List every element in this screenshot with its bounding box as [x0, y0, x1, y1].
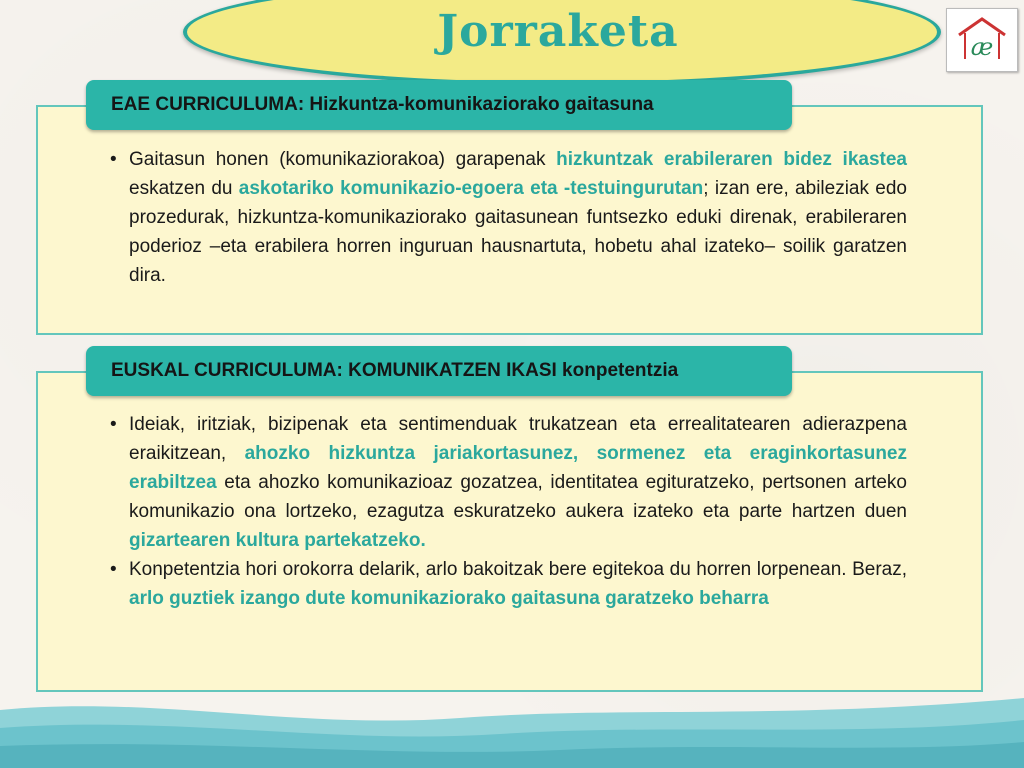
text-run: eskatzen du: [129, 178, 239, 199]
section-2-header: EUSKAL CURRICULUMA: KOMUNIKATZEN IKASI konpetentzia: [86, 346, 792, 396]
section-1-header: EAE CURRICULUMA: Hizkuntza-komunikaziorako gaitasuna: [86, 80, 792, 130]
text-run: eta ahozko komunikazioaz gozatzea, identitatea egituratzeko, pertsonen arteko komunikazio ona lortzeko, ezagutza eskuratzeko aukera izateko eta parte hartzen duen: [129, 472, 907, 522]
bullet-paragraph: [110, 555, 907, 613]
logo-text: æ: [970, 33, 994, 61]
house-logo-icon: [947, 9, 1017, 71]
highlight-text: askotariko komunikazio-egoera eta -testuingurutan: [238, 178, 704, 199]
highlight-text: arlo guztiek izango dute komunikaziorako gaitasuna garatzeko beharra: [129, 588, 769, 609]
section-1-body: [110, 145, 907, 290]
highlight-text: ahozko hizkuntza jariakortasunez, sormenez eta eraginkortasunez erabiltzea: [129, 443, 907, 493]
text-run: Gaitasun honen (komunikaziorakoa) garapenak: [129, 149, 557, 170]
highlight-text: hizkuntzak erabileraren bidez ikastea: [556, 149, 907, 170]
logo: [946, 8, 1018, 72]
section-2-body: [110, 410, 907, 613]
text-run: Konpetentzia hori orokorra delarik, arlo bakoitzak bere egitekoa du horren lorpenean. Beraz,: [129, 559, 907, 580]
text-run: Ideiak, iritziak, bizipenak eta sentimenduak trukatzean eta errealitatearen adierazpena eraikitzean,: [129, 414, 907, 464]
text-run: ; izan ere, abileziak edo prozedurak, hizkuntza-komunikaziorako gaitasunean funtsezko eduki direnak, erabileraren poderioz –eta erabilera horren inguruan hausnartuta, hobetu ahal izateko– soilik garatzen dira.: [129, 178, 907, 286]
bullet-paragraph: [110, 145, 907, 290]
bullet-paragraph: [110, 410, 907, 555]
highlight-text: gizartearen kultura partekatzeko.: [129, 530, 426, 551]
decorative-wave: [0, 690, 1024, 768]
page-title: Jorraketa: [437, 6, 679, 57]
